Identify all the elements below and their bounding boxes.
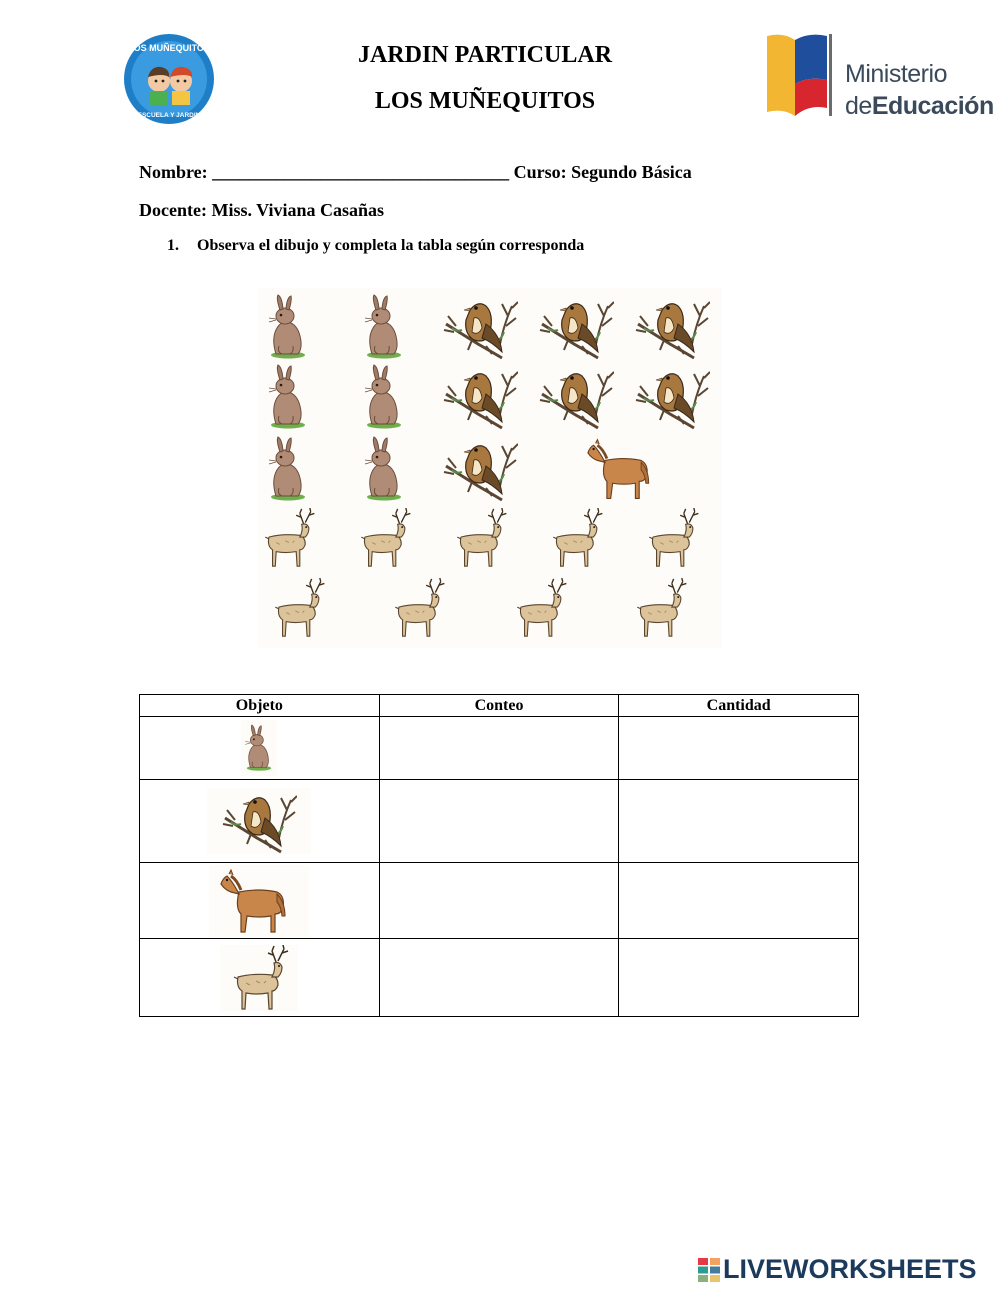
header-objeto: Objeto: [140, 695, 380, 717]
ministry-logo: [765, 30, 994, 122]
objeto-cell: [140, 780, 380, 863]
deer-icon: [630, 576, 690, 640]
rabbit-icon: [263, 364, 313, 430]
bird-icon: [442, 436, 518, 502]
objeto-cell: [140, 863, 380, 939]
deer-icon: [450, 506, 510, 570]
rabbit-icon: [241, 720, 277, 776]
school-logo-bottom-text: ESCUELA Y JARDIN: [137, 112, 201, 119]
rabbit-icon: [359, 364, 409, 430]
school-logo: [123, 33, 215, 125]
instruction-text: Observa el dibujo y completa la tabla según corresponda: [197, 237, 585, 254]
ministry-word2: [845, 92, 994, 121]
page-title-line2: LOS MUÑEQUITOS: [374, 88, 596, 114]
table-row: [140, 780, 859, 863]
instruction: [167, 237, 584, 255]
ministry-word2-prefix: de: [845, 92, 872, 120]
bird-icon: [538, 294, 614, 360]
header-cantidad: Cantidad: [619, 695, 859, 717]
rabbit-icon: [263, 294, 313, 360]
bird-icon: [442, 294, 518, 360]
page-title-line1: JARDIN PARTICULAR: [357, 42, 613, 68]
deer-icon: [388, 576, 448, 640]
deer-icon: [258, 506, 318, 570]
objeto-cell: [140, 717, 380, 780]
ministry-word1: Ministerio: [845, 60, 947, 88]
deer-icon: [268, 576, 328, 640]
deer-icon: [546, 506, 606, 570]
docente-label: Docente: Miss. Viviana Casañas: [139, 200, 385, 220]
nombre-label: Nombre:: [139, 162, 208, 182]
table-row: [140, 863, 859, 939]
conteo-cell[interactable]: [379, 939, 619, 1017]
bird-icon: [207, 788, 311, 854]
deer-icon: [220, 945, 298, 1011]
rabbit-icon: [263, 436, 313, 502]
table-row: [140, 939, 859, 1017]
curso-label: Curso: Segundo Básica: [513, 162, 692, 182]
cantidad-cell[interactable]: [619, 780, 859, 863]
nombre-blank[interactable]: _________________________________: [212, 162, 510, 182]
cantidad-cell[interactable]: [619, 717, 859, 780]
horse-icon: [586, 436, 662, 502]
rabbit-icon: [359, 436, 409, 502]
count-table: [139, 694, 859, 1017]
deer-icon: [642, 506, 702, 570]
nombre-line: [139, 162, 692, 183]
table-header-row: [140, 695, 859, 717]
rabbit-icon: [359, 294, 409, 360]
horse-icon: [209, 865, 309, 937]
cantidad-cell[interactable]: [619, 939, 859, 1017]
bird-icon: [442, 364, 518, 430]
conteo-cell[interactable]: [379, 717, 619, 780]
ministry-flag-icon: [765, 30, 843, 122]
bird-icon: [634, 364, 710, 430]
instruction-number: 1.: [167, 237, 179, 254]
cantidad-cell[interactable]: [619, 863, 859, 939]
bird-icon: [538, 364, 614, 430]
ministry-word2-main: Educación: [871, 92, 994, 120]
school-logo-arc-text: LOS MUÑEQUITOS: [128, 43, 210, 53]
liveworksheets-text: LIVEWORKSHEETS: [723, 1254, 977, 1284]
animal-picture: [258, 288, 722, 648]
table-row: [140, 717, 859, 780]
deer-icon: [510, 576, 570, 640]
liveworksheets-logo-icon: [698, 1258, 720, 1282]
deer-icon: [354, 506, 414, 570]
conteo-cell[interactable]: [379, 863, 619, 939]
conteo-cell[interactable]: [379, 780, 619, 863]
bird-icon: [634, 294, 710, 360]
objeto-cell: [140, 939, 380, 1017]
header-conteo: Conteo: [379, 695, 619, 717]
